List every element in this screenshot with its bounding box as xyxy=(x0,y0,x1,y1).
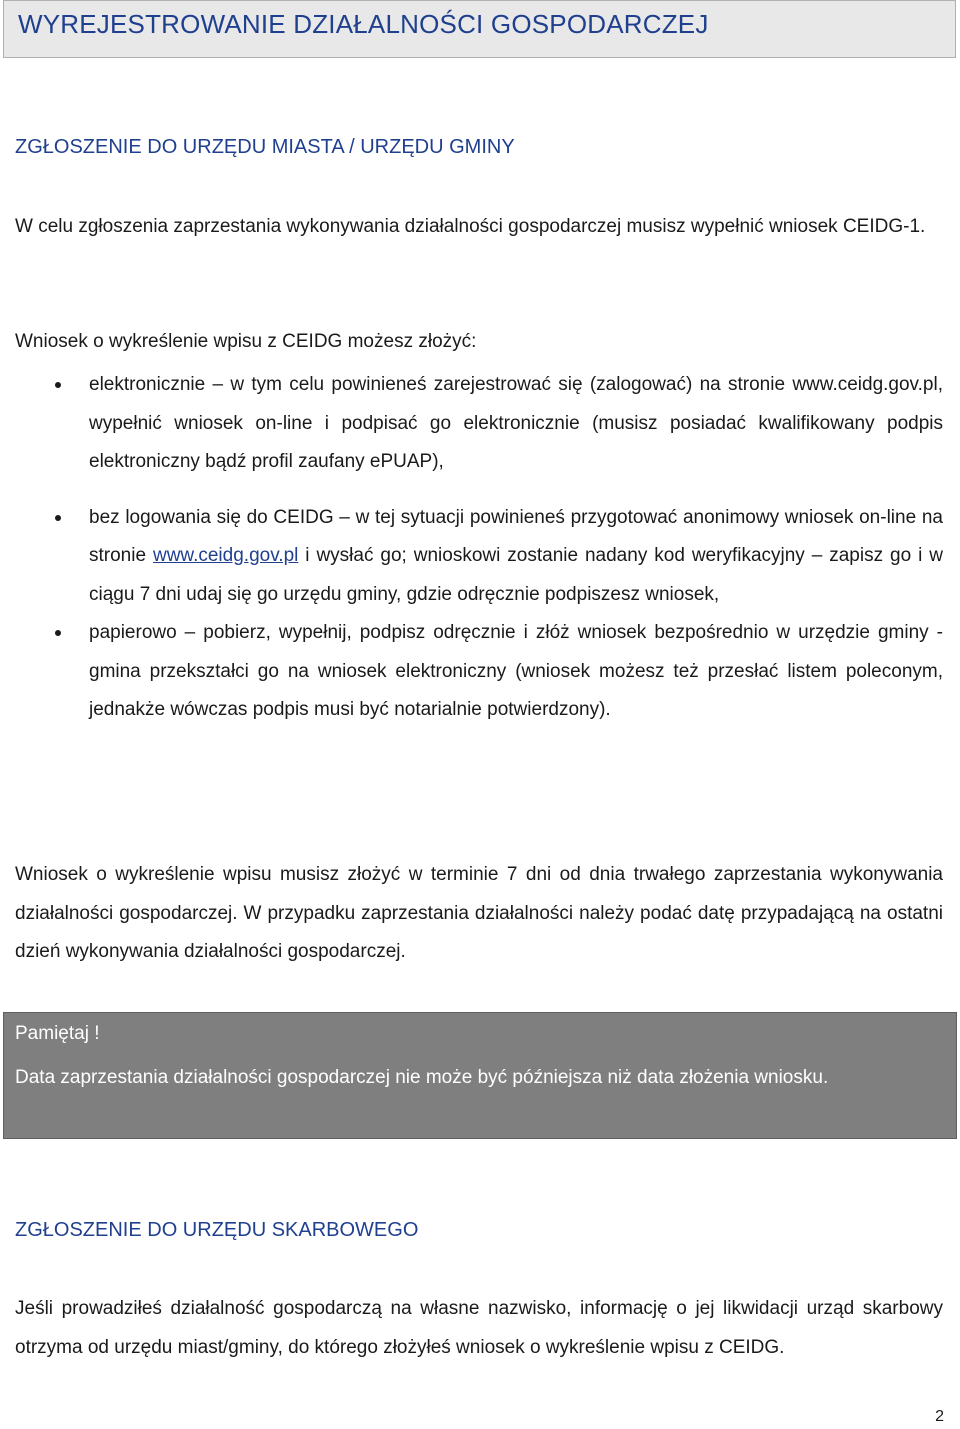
bullet-icon xyxy=(55,515,61,521)
list-item-electronic xyxy=(0,366,960,482)
list-item-text-after-link: i wysłać go; wnioskowi zostanie nadany kod weryfikacyjny – zapisz go i w ciągu 7 dni udaj się go urzędu gminy, gdzie odręcznie podpiszesz wniosek, xyxy=(89,545,943,605)
list-item-text: papierowo – pobierz, wypełnij, podpisz odręcznie i złóż wniosek bezpośrednio w urzędzie gminy - gmina przekształci go na wniosek elektroniczny (wniosek możesz też przesłać listem poleconym, jednakże wówczas podpis musi być notarialnie potwierdzony). xyxy=(89,622,943,720)
reminder-title: Pamiętaj ! xyxy=(15,1023,100,1044)
title-banner xyxy=(3,0,956,58)
submission-options-list xyxy=(0,366,960,730)
section-heading-tax-office: ZGŁOSZENIE DO URZĘDU SKARBOWEGO xyxy=(15,1219,419,1241)
reminder-box xyxy=(3,1012,957,1139)
tax-office-paragraph: Jeśli prowadziłeś działalność gospodarczą na własne nazwisko, informację o jej likwidacji urząd skarbowy otrzyma od urzędu miast/gminy, do którego złożyłeś wniosek o wykreślenie wpisu z CEIDG. xyxy=(15,1298,943,1358)
page-number: 2 xyxy=(935,1408,944,1425)
deadline-paragraph: Wniosek o wykreślenie wpisu musisz złożyć w terminie 7 dni od dnia trwałego zaprzestania wykonywania działalności gospodarczej. W przypadku zaprzestania działalności należy podać datę przypadającą na ostatni dzień wykonywania działalności gospodarczej. xyxy=(15,864,943,962)
bullet-icon xyxy=(55,630,61,636)
options-lead-paragraph: Wniosek o wykreślenie wpisu z CEIDG możesz złożyć: xyxy=(15,331,477,352)
intro-paragraph: W celu zgłoszenia zaprzestania wykonywania działalności gospodarczej musisz wypełnić wniosek CEIDG-1. xyxy=(15,216,926,237)
reminder-text: Data zaprzestania działalności gospodarczej nie może być późniejsza niż data złożenia wniosku. xyxy=(15,1067,829,1088)
section-heading-municipal-office: ZGŁOSZENIE DO URZĘDU MIASTA / URZĘDU GMINY xyxy=(15,136,515,158)
list-item-paper xyxy=(0,614,960,730)
bullet-icon xyxy=(55,382,61,388)
ceidg-link[interactable]: www.ceidg.gov.pl xyxy=(152,545,299,566)
list-item-text: elektronicznie – w tym celu powinieneś zarejestrować się (zalogować) na stronie www.ceidg.gov.pl, wypełnić wniosek on-line i podpisać go elektronicznie (musisz posiadać kwalifikowany podpis elektroniczny bądź profil zaufany ePUAP), xyxy=(89,374,943,472)
list-item-anonymous xyxy=(0,499,960,615)
page-title: WYREJESTROWANIE DZIAŁALNOŚCI GOSPODARCZEJ xyxy=(18,9,709,39)
list-item-text-before-link: bez logowania się do CEIDG – w tej sytuacji powinieneś przygotować anonimowy wniosek on-line na stronie xyxy=(89,506,943,566)
